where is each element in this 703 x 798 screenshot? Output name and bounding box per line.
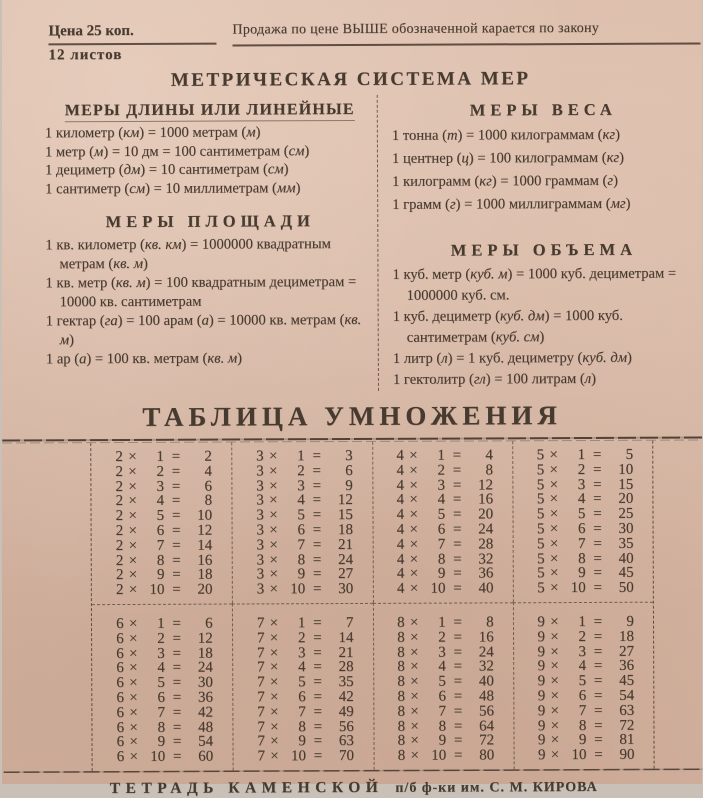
volume-measures-list: [392, 264, 696, 391]
measure-item: 1 куб. метр (куб. м) = 1000 куб. дециметрам = 1000000 куб. см.: [391, 265, 676, 304]
mult-row: 9 × 9 = 81: [537, 732, 634, 749]
mult-row: 3 × 8 = 24: [256, 551, 353, 568]
mult-row: 4 × 6 = 24: [396, 521, 493, 538]
measure-item: 1 километр (км) = 1000 метрам (м): [44, 124, 260, 142]
mult-row: 8 × 8 = 64: [397, 717, 494, 735]
sheets-count-label: 12 листов: [47, 46, 122, 64]
mult-row: 2 × 1 = 2: [114, 448, 212, 466]
mult-row: 6 × 2 = 12: [115, 630, 213, 647]
mult-row: 9 × 3 = 27: [536, 643, 634, 660]
measure-item: 1 дециметр (дм) = 10 сантиметрам (см): [44, 161, 289, 179]
measure-item: 1 кв. метр (кв. м) = 100 квадратным дециметрам = 10000 кв. сантиметрам: [44, 273, 356, 311]
mult-row: 9 × 8 = 72: [537, 717, 634, 734]
mult-row: 8 × 3 = 24: [396, 643, 494, 661]
measure-item: 1 куб. дециметр (куб. дм) = 1000 куб. сантиметрам (куб. см): [392, 307, 623, 346]
mult-row: 8 × 2 = 16: [396, 629, 494, 646]
mult-row: 2 × 8 = 16: [115, 552, 212, 569]
mult-row: 2 × 6 = 12: [115, 522, 212, 540]
notebook-back-cover: [2, 0, 702, 797]
mult-row: 9 × 4 = 36: [537, 658, 634, 675]
mult-row: 8 × 5 = 40: [396, 673, 494, 690]
measure-item: 1 гектолитр (гл) = 100 литрам (л): [392, 370, 596, 388]
mult-row: 5 × 6 = 30: [536, 520, 634, 538]
mult-row: 9 × 5 = 45: [537, 672, 634, 690]
measure-item: 1 ар (а) = 100 кв. метрам (кв. м): [45, 350, 242, 368]
mult-row: 8 × 9 = 72: [397, 732, 494, 750]
measure-item: 1 центнер (ц) = 100 килограммам (кг): [391, 149, 624, 167]
weight-section-title: МЕРЫ ВЕСА: [469, 99, 617, 120]
mult-row: 5 × 1 = 5: [536, 446, 633, 464]
mult-row: 7 × 7 = 49: [256, 703, 354, 721]
mult-row: 7 × 2 = 14: [256, 629, 353, 647]
mult-row: 2 × 7 = 14: [115, 537, 212, 554]
mult-row: 7 × 6 = 42: [256, 688, 354, 706]
mult-row: 2 × 4 = 8: [115, 493, 212, 510]
factory-name-label: п/б ф-ки им. С. М. КИРОВА: [394, 779, 598, 796]
mult-row: 7 × 3 = 21: [256, 644, 354, 661]
metric-system-section: [0, 89, 701, 392]
mult-row: 4 × 3 = 12: [395, 476, 493, 494]
mult-row: 6 × 8 = 48: [116, 719, 213, 736]
mult-row: 3 × 1 = 3: [255, 447, 353, 465]
mult-row: 9 × 10 = 90: [537, 746, 634, 764]
measure-item: 1 литр (л) = 1 куб. дециметру (куб. дм): [392, 349, 632, 367]
mult-table-9: [512, 602, 653, 770]
measure-item: 1 тонна (т) = 1000 килограммам (кг): [391, 126, 620, 144]
mult-row: 6 × 5 = 30: [115, 674, 213, 692]
mult-row: 7 × 5 = 35: [256, 674, 354, 691]
mult-row: 7 × 1 = 7: [256, 614, 353, 632]
mult-row: 3 × 4 = 12: [255, 492, 353, 509]
mult-row: 5 × 8 = 40: [536, 550, 634, 567]
mult-row: 6 × 10 = 60: [116, 748, 213, 766]
mult-table-2: [91, 443, 232, 605]
mult-row: 3 × 3 = 9: [255, 477, 353, 495]
metric-right-column: [376, 94, 695, 391]
measure-item: 1 кв. километр (кв. км) = 1000000 квадратным метрам (кв. м): [44, 236, 331, 273]
mult-row: 5 × 4 = 20: [536, 491, 633, 508]
price-block: [48, 23, 216, 65]
top-bar: [0, 0, 700, 65]
price-label: Цена 25 коп.: [48, 23, 216, 46]
mult-row: 3 × 2 = 6: [255, 462, 353, 480]
factory-imprint: [3, 777, 703, 798]
mult-row: 9 × 7 = 63: [537, 702, 634, 719]
mult-row: 7 × 8 = 56: [256, 718, 354, 735]
mult-table-4: [371, 441, 512, 603]
mult-row: 7 × 4 = 28: [256, 659, 354, 676]
mult-row: 9 × 2 = 18: [536, 628, 634, 645]
length-measures-list: [44, 123, 374, 198]
mult-row: 4 × 9 = 36: [396, 565, 493, 583]
mult-row: 3 × 9 = 27: [256, 566, 353, 583]
mult-row: 4 × 4 = 16: [396, 491, 493, 509]
mult-row: 4 × 2 = 8: [395, 462, 493, 479]
metric-left-column: [44, 95, 375, 392]
mult-row: 4 × 5 = 20: [396, 506, 493, 523]
multiplication-table-title: ТАБЛИЦА УМНОЖЕНИЯ: [141, 400, 562, 432]
mult-row: 6 × 1 = 6: [115, 615, 213, 633]
mult-table-5: [511, 441, 652, 603]
length-section-title: МЕРЫ ДЛИНЫ ИЛИ ЛИНЕЙНЫЕ: [44, 101, 374, 120]
mult-row: 4 × 7 = 28: [396, 536, 493, 553]
mult-row: 6 × 7 = 42: [115, 704, 213, 721]
mult-row: 2 × 5 = 10: [115, 507, 212, 525]
mult-row: 2 × 10 = 20: [115, 581, 213, 599]
mult-row: 9 × 6 = 54: [537, 687, 634, 705]
measure-item: 1 метр (м) = 10 дм = 100 сантиметрам (см): [44, 142, 309, 160]
mult-row: 8 × 7 = 56: [396, 703, 494, 720]
mult-row: 6 × 4 = 24: [115, 659, 213, 677]
multiplication-table-grid: [91, 441, 653, 771]
mult-table-3: [231, 442, 372, 604]
mult-row: 4 × 10 = 40: [396, 580, 494, 597]
mult-row: 8 × 1 = 8: [396, 614, 494, 631]
mult-row: 2 × 2 = 4: [114, 463, 212, 480]
measure-item: 1 гектар (га) = 100 арам (а) = 10000 кв. метрам (кв. м): [45, 311, 361, 349]
mult-row: 8 × 6 = 48: [396, 688, 494, 705]
mult-row: 3 × 10 = 30: [256, 581, 353, 598]
measure-item: 1 килограмм (кг) = 1000 граммам (г): [391, 172, 618, 190]
page-title: МЕТРИЧЕСКАЯ СИСТЕМА МЕР: [170, 68, 531, 91]
mult-row: 6 × 3 = 18: [115, 645, 213, 662]
mult-table-7: [232, 603, 373, 771]
mult-row: 5 × 10 = 50: [536, 579, 634, 597]
mult-row: 6 × 9 = 54: [116, 733, 213, 751]
area-section-title: МЕРЫ ПЛОЩАДИ: [105, 211, 315, 232]
mult-row: 2 × 3 = 6: [115, 478, 212, 495]
mult-row: 4 × 1 = 4: [395, 447, 493, 464]
mult-row: 5 × 9 = 45: [536, 565, 634, 582]
mult-row: 3 × 6 = 18: [255, 521, 353, 539]
multiplication-table-frame: [90, 441, 654, 771]
resale-warning: Продажа по цене ВЫШЕ обозначенной карается по закону: [232, 20, 700, 46]
mult-row: 3 × 7 = 21: [256, 536, 353, 554]
mult-row: 6 × 6 = 36: [115, 689, 213, 706]
mult-table-6: [91, 603, 232, 771]
mult-row: 7 × 9 = 63: [256, 733, 354, 750]
mult-row: 2 × 9 = 18: [115, 566, 212, 584]
mult-table-8: [372, 602, 513, 770]
mult-row: 5 × 2 = 10: [536, 461, 633, 478]
mult-row: 8 × 10 = 80: [397, 747, 494, 764]
area-measures-list: [45, 235, 376, 369]
mult-row: 5 × 3 = 15: [536, 476, 633, 493]
mult-row: 8 × 4 = 32: [396, 658, 494, 676]
mult-row: 5 × 7 = 35: [536, 535, 634, 552]
mult-row: 5 × 5 = 25: [536, 505, 633, 523]
mult-row: 3 × 5 = 15: [255, 507, 353, 524]
mult-row: 4 × 8 = 32: [396, 550, 493, 568]
measure-item: 1 сантиметр (см) = 10 миллиметрам (мм): [44, 179, 300, 197]
mult-row: 9 × 1 = 9: [536, 613, 634, 631]
volume-section-title: МЕРЫ ОБЪЕМА: [450, 239, 637, 260]
notebook-brand-label: ТЕТРАДЬ КАМЕНСКОЙ: [109, 778, 383, 797]
mult-row: 7 × 10 = 70: [256, 748, 354, 765]
measure-item: 1 грамм (г) = 1000 миллиграммам (мг): [391, 195, 630, 213]
weight-measures-list: [391, 124, 694, 217]
